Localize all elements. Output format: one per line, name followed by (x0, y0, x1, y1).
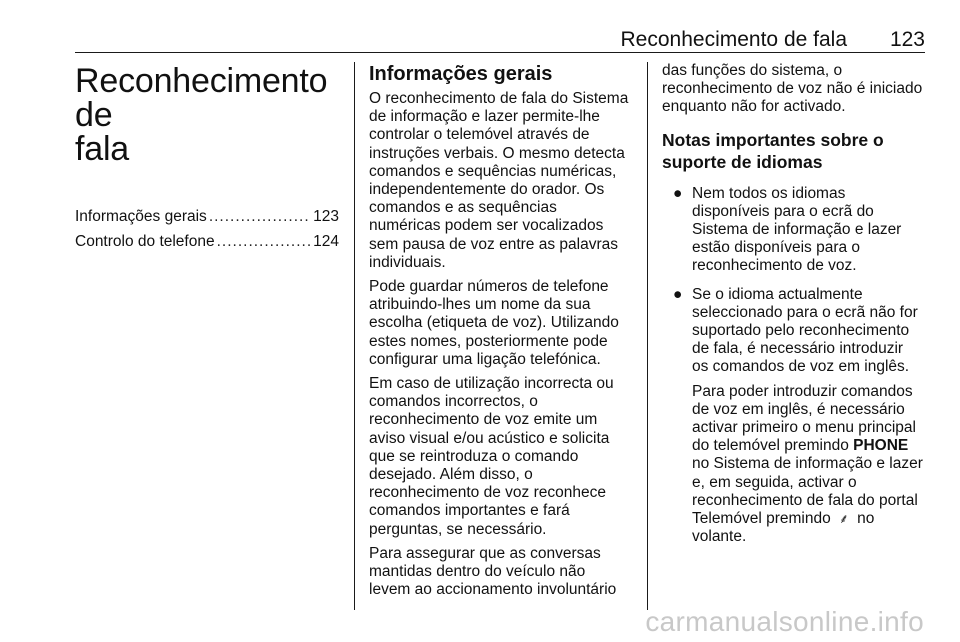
column-divider (647, 62, 648, 610)
text-line: instruções verbais. O mesmo detecta (369, 144, 625, 162)
text-line: e, em seguida, activar o (692, 473, 857, 491)
text-line: activar primeiro o menu principal (692, 419, 916, 437)
text-line: no Sistema de informação e lazer (692, 455, 923, 473)
text-line: os comandos de voz em inglês. (692, 358, 910, 376)
text-line: levem ao accionamento involuntário (369, 581, 617, 599)
text-line: disponíveis para o ecrã do (692, 202, 874, 220)
text-line: reconhecimento de voz emite um (369, 411, 598, 429)
text-line: O reconhecimento de fala do Sistema (369, 90, 629, 107)
paragraph (369, 545, 631, 600)
text-line: de voz em inglês, é necessário (692, 400, 905, 418)
heading-line: Notas importantes sobre o (662, 129, 884, 150)
bullet-icon: ● (673, 184, 683, 202)
paragraph (369, 278, 631, 369)
text-line: escolha (etiqueta de voz). Utilizando (369, 314, 619, 332)
text-line: sem pausa de voz entre as palavras (369, 235, 618, 253)
text-line: reconhecimento de fala do portal (692, 491, 918, 509)
text-line: comandos e sequências numéricas, (369, 162, 617, 180)
text-line: Pode guardar números de telefone (369, 278, 609, 296)
text-line: atribuindo-lhes um nome da sua (369, 296, 591, 314)
text-line: volante. (692, 528, 747, 546)
table-of-contents (75, 204, 339, 254)
text-line: aviso visual e/ou acústico e solicita (369, 429, 610, 447)
text-line: enquanto não for activado. (662, 98, 846, 116)
text-line: suportado pelo reconhecimento (692, 322, 910, 340)
bullet-list (662, 185, 926, 547)
text-line: mantidas dentro do veículo não (369, 563, 586, 581)
text-line: de informação e lazer permite-lhe (369, 108, 600, 126)
toc-entry-label: Informações gerais (75, 208, 207, 225)
toc-entry-page: 124 (313, 233, 339, 250)
text-line: reconhecimento de voz. (692, 257, 857, 275)
subsection-heading (662, 129, 926, 173)
right-column (662, 62, 926, 556)
text-line: controlar o telemóvel através de (369, 126, 590, 144)
text-line: perguntas, se necessário. (369, 520, 547, 538)
bullet-text (692, 185, 926, 276)
text-line: que se reintroduza o comando (369, 447, 579, 465)
toc-entry-page: 123 (313, 208, 339, 225)
chapter-title (75, 64, 339, 166)
watermark: carmanualsonline.info (645, 606, 924, 637)
text-line: Para assegurar que as conversas (369, 544, 601, 562)
text-line: Nem todos os idiomas (692, 184, 846, 202)
text-line: individuais. (369, 253, 446, 271)
text-line: comandos incorrectos, o (369, 393, 538, 411)
text-line: reconhecimento de voz reconhece (369, 484, 606, 502)
running-header (75, 24, 925, 53)
bullet-subparagraph (692, 383, 926, 547)
toc-entry[interactable] (75, 229, 339, 254)
text-line: Sistema de informação e lazer (692, 221, 902, 239)
text-line: no (852, 510, 875, 528)
list-item (662, 185, 926, 276)
chapter-title-line: Reconhecimento de (75, 62, 328, 134)
paragraph (369, 375, 631, 539)
text-line: Telemóvel premindo (692, 510, 836, 528)
chapter-title-line: fala (75, 130, 130, 168)
text-line: seleccionado para o ecrã não for (692, 303, 918, 321)
text-line: comandos importantes e fará (369, 502, 570, 520)
list-item (662, 286, 926, 547)
text-line: de fala, é necessário introduzir (692, 340, 904, 358)
page-number: 123 (889, 28, 925, 51)
text-line: das funções do sistema, o (662, 62, 843, 79)
toc-leader-dots (217, 229, 312, 254)
text-line: independentemente do orador. Os (369, 181, 605, 199)
text-line: Em caso de utilização incorrecta ou (369, 375, 614, 393)
bullet-text (692, 286, 926, 377)
phone-button-label: PHONE (853, 437, 909, 455)
text-line: desejado. Além disso, o (369, 466, 533, 484)
toc-entry[interactable] (75, 204, 339, 229)
section-heading: Informações gerais (369, 63, 553, 85)
text-line: Se o idioma actualmente (692, 285, 863, 303)
text-line: comandos e as sequências (369, 199, 557, 217)
bullet-icon: ● (673, 285, 683, 303)
paragraph (369, 90, 631, 272)
text-line: Para poder introduzir comandos (692, 382, 913, 400)
toc-leader-dots (209, 204, 311, 229)
text-line: reconhecimento de voz não é iniciado (662, 80, 923, 98)
middle-column (369, 62, 631, 605)
text-line: do telemóvel premindo (692, 437, 854, 455)
column-divider (354, 62, 355, 610)
steering-wheel-voice-icon: ⸙ (839, 511, 849, 527)
text-line: estes nomes, posteriormente pode (369, 332, 608, 350)
text-line: configurar uma ligação telefónica. (369, 350, 601, 368)
left-column (75, 62, 339, 254)
heading-line: suporte de idiomas (662, 151, 823, 172)
text-line: estão disponíveis para o (692, 239, 861, 257)
toc-entry-label: Controlo do telefone (75, 233, 215, 250)
running-header-title: Reconhecimento de fala (620, 28, 847, 51)
text-line: numéricas podem ser vocalizados (369, 217, 604, 235)
paragraph (662, 62, 926, 117)
